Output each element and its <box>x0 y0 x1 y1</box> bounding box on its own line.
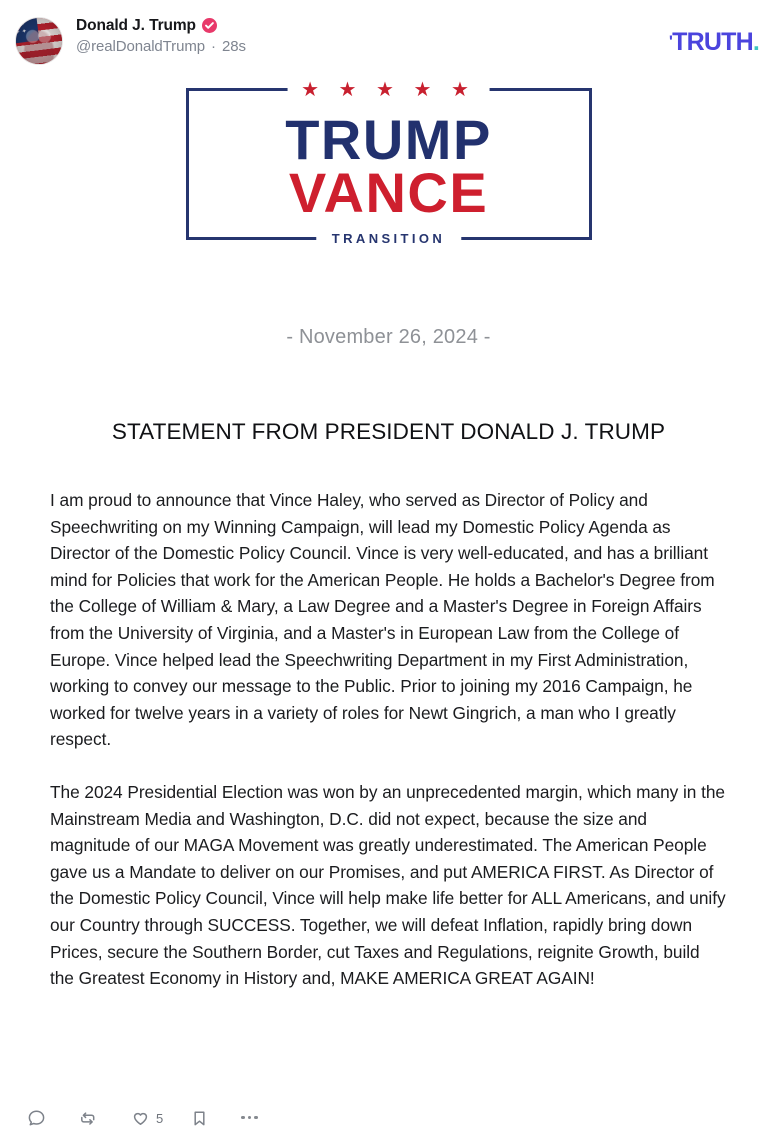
avatar-portrait-overlay <box>16 18 62 64</box>
trump-vance-logo-wrapper <box>48 79 729 246</box>
truth-logo-tick: ' <box>668 32 673 51</box>
logo-trump-text: TRUMP <box>285 107 492 171</box>
meta-separator: · <box>211 38 216 56</box>
logo-transition-text: TRANSITION <box>316 230 461 248</box>
post-header <box>0 0 777 80</box>
post-timestamp[interactable]: 28s <box>222 38 246 56</box>
retruth-button[interactable] <box>78 1108 104 1129</box>
author-handle-row <box>76 38 246 57</box>
comment-button[interactable] <box>26 1108 52 1129</box>
retruth-arrows-icon <box>78 1108 99 1129</box>
statement-date: - November 26, 2024 - <box>286 326 491 348</box>
truth-logo-text: TRUTH <box>672 28 753 56</box>
like-count: 5 <box>156 1111 164 1126</box>
statement-body <box>48 487 729 992</box>
bookmark-button[interactable] <box>189 1108 215 1129</box>
statement-paragraph-2: The 2024 Presidential Election was won by an unprecedented margin, which many in the Mainstream Media and Washington, D.C. did not expect, because the size and magnitude of our MAGA Movement was greatly underestimated. The American People gave us a Mandate to deliver on our Promises, and put AMERICA FIRST. As Director of the Domestic Policy Council, Vince will help make life better for ALL Americans, and unify our Country through SUCCESS. Together, we will defeat Inflation, rapidly bring down Prices, secure the Southern Border, cut Taxes and Regulations, reignite Growth, build the Greatest Economy in History and, MAKE AMERICA GREAT AGAIN! <box>50 781 726 989</box>
author-name-row <box>76 16 246 35</box>
five-stars-icon: ★ ★ ★ ★ ★ <box>287 78 490 102</box>
statement-image-attachment[interactable] <box>0 80 777 1080</box>
like-button[interactable] <box>130 1108 163 1129</box>
verified-check-icon <box>202 18 217 33</box>
trump-vance-transition-logo <box>186 79 592 246</box>
truth-logo-period: . <box>752 28 759 56</box>
heart-icon <box>130 1108 151 1129</box>
statement-title: STATEMENT FROM PRESIDENT DONALD J. TRUMP <box>111 419 666 444</box>
avatar[interactable] <box>16 18 62 64</box>
author-handle[interactable]: @realDonaldTrump <box>76 38 205 56</box>
more-dot-1 <box>241 1116 245 1120</box>
more-horizontal-icon[interactable] <box>241 1116 258 1122</box>
truth-social-logo <box>669 28 759 57</box>
author-identity <box>76 14 246 57</box>
more-dot-3 <box>254 1116 258 1120</box>
more-dot-2 <box>248 1116 252 1120</box>
statement-paragraph-1: I am proud to announce that Vince Haley, who served as Director of Policy and Speechwriting on my Winning Campaign, will lead my Domestic Policy Agenda as Director of the Domestic Policy Council. Vince is very well-educated, and has a brilliant mind for Policies that work for the American People. He holds a Bachelor's Degree from the College of William & Mary, a Law Degree and a Master's Degree in Foreign Affairs from the University of Virginia, and a Master's in European Law from the College of Europe. Vince helped lead the Speechwriting Department in my First Administration, working to convey our message to the Public. Prior to joining my 2016 Campaign, he worked for twelve years in a variety of roles for Newt Gingrich, a man who I greatly respect. <box>50 490 715 750</box>
author-display-name[interactable]: Donald J. Trump <box>76 17 196 34</box>
comment-bubble-icon <box>26 1108 47 1129</box>
logo-vance-text: VANCE <box>288 161 489 225</box>
bookmark-icon <box>189 1108 210 1129</box>
post-action-bar <box>0 1108 777 1129</box>
